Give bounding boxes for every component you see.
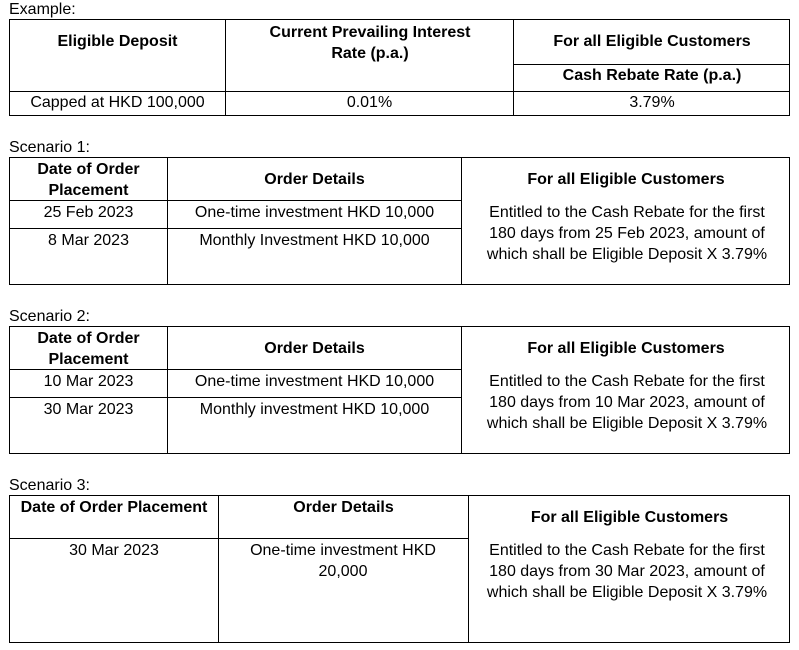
- cell-order-details: One-time investment HKD 10,000: [194, 204, 435, 221]
- scenario2-caption: Scenario 2:: [9, 308, 90, 325]
- cell-rebate-terms: Entitled to the Cash Rebate for the first 180 days from 25 Feb 2023, amount of which shall be Eligible Deposit X 3.79%: [486, 204, 768, 263]
- cell-interest-rate: 0.01%: [346, 94, 393, 111]
- header-date: Date of Order Placement: [20, 499, 208, 516]
- row-divider: [10, 538, 468, 539]
- cell-cash-rebate-rate: 3.79%: [629, 94, 675, 111]
- example-caption: Example:: [9, 1, 76, 18]
- cell-rebate-terms: Entitled to the Cash Rebate for the first 180 days from 10 Mar 2023, amount of which shall be Eligible Deposit X 3.79%: [486, 373, 768, 432]
- cell-order-details: Monthly investment HKD 10,000: [199, 401, 430, 418]
- cell-date: 30 Mar 2023: [69, 542, 159, 559]
- header-date: Date of Order Placement: [37, 330, 140, 368]
- header-all-customers: For all Eligible Customers: [553, 33, 751, 50]
- cell-order-details: Monthly Investment HKD 10,000: [199, 232, 430, 249]
- scenario3-caption: Scenario 3:: [9, 477, 90, 494]
- cell-eligible-deposit: Capped at HKD 100,000: [30, 94, 205, 111]
- scenario1-caption: Scenario 1:: [9, 139, 90, 156]
- cell-order-details: One-time investment HKD 20,000: [250, 542, 436, 580]
- cell-date: 8 Mar 2023: [48, 232, 129, 249]
- header-cash-rebate-rate: Cash Rebate Rate (p.a.): [562, 67, 742, 84]
- header-eligible-deposit: Eligible Deposit: [57, 33, 178, 50]
- cell-date: 10 Mar 2023: [43, 373, 134, 390]
- cell-date: 30 Mar 2023: [43, 401, 134, 418]
- cell-rebate-terms: Entitled to the Cash Rebate for the first 180 days from 30 Mar 2023, amount of which shall be Eligible Deposit X 3.79%: [486, 542, 768, 601]
- header-date: Date of Order Placement: [37, 161, 140, 199]
- scenario1-table: [9, 157, 790, 285]
- row-divider: [10, 397, 461, 398]
- cell-date: 25 Feb 2023: [43, 204, 134, 221]
- header-all-customers: For all Eligible Customers: [530, 509, 729, 526]
- header-order-details: Order Details: [264, 340, 365, 357]
- example-table: [9, 19, 790, 116]
- scenario2-table: [9, 326, 790, 454]
- header-interest-rate: Current Prevailing Interest Rate (p.a.): [269, 24, 471, 62]
- header-all-customers: For all Eligible Customers: [527, 171, 725, 188]
- header-order-details: Order Details: [293, 499, 394, 516]
- row-divider: [10, 228, 461, 229]
- scenario3-table: [9, 495, 790, 643]
- header-all-customers: For all Eligible Customers: [527, 340, 725, 357]
- header-order-details: Order Details: [264, 171, 365, 188]
- cell-order-details: One-time investment HKD 10,000: [194, 373, 435, 390]
